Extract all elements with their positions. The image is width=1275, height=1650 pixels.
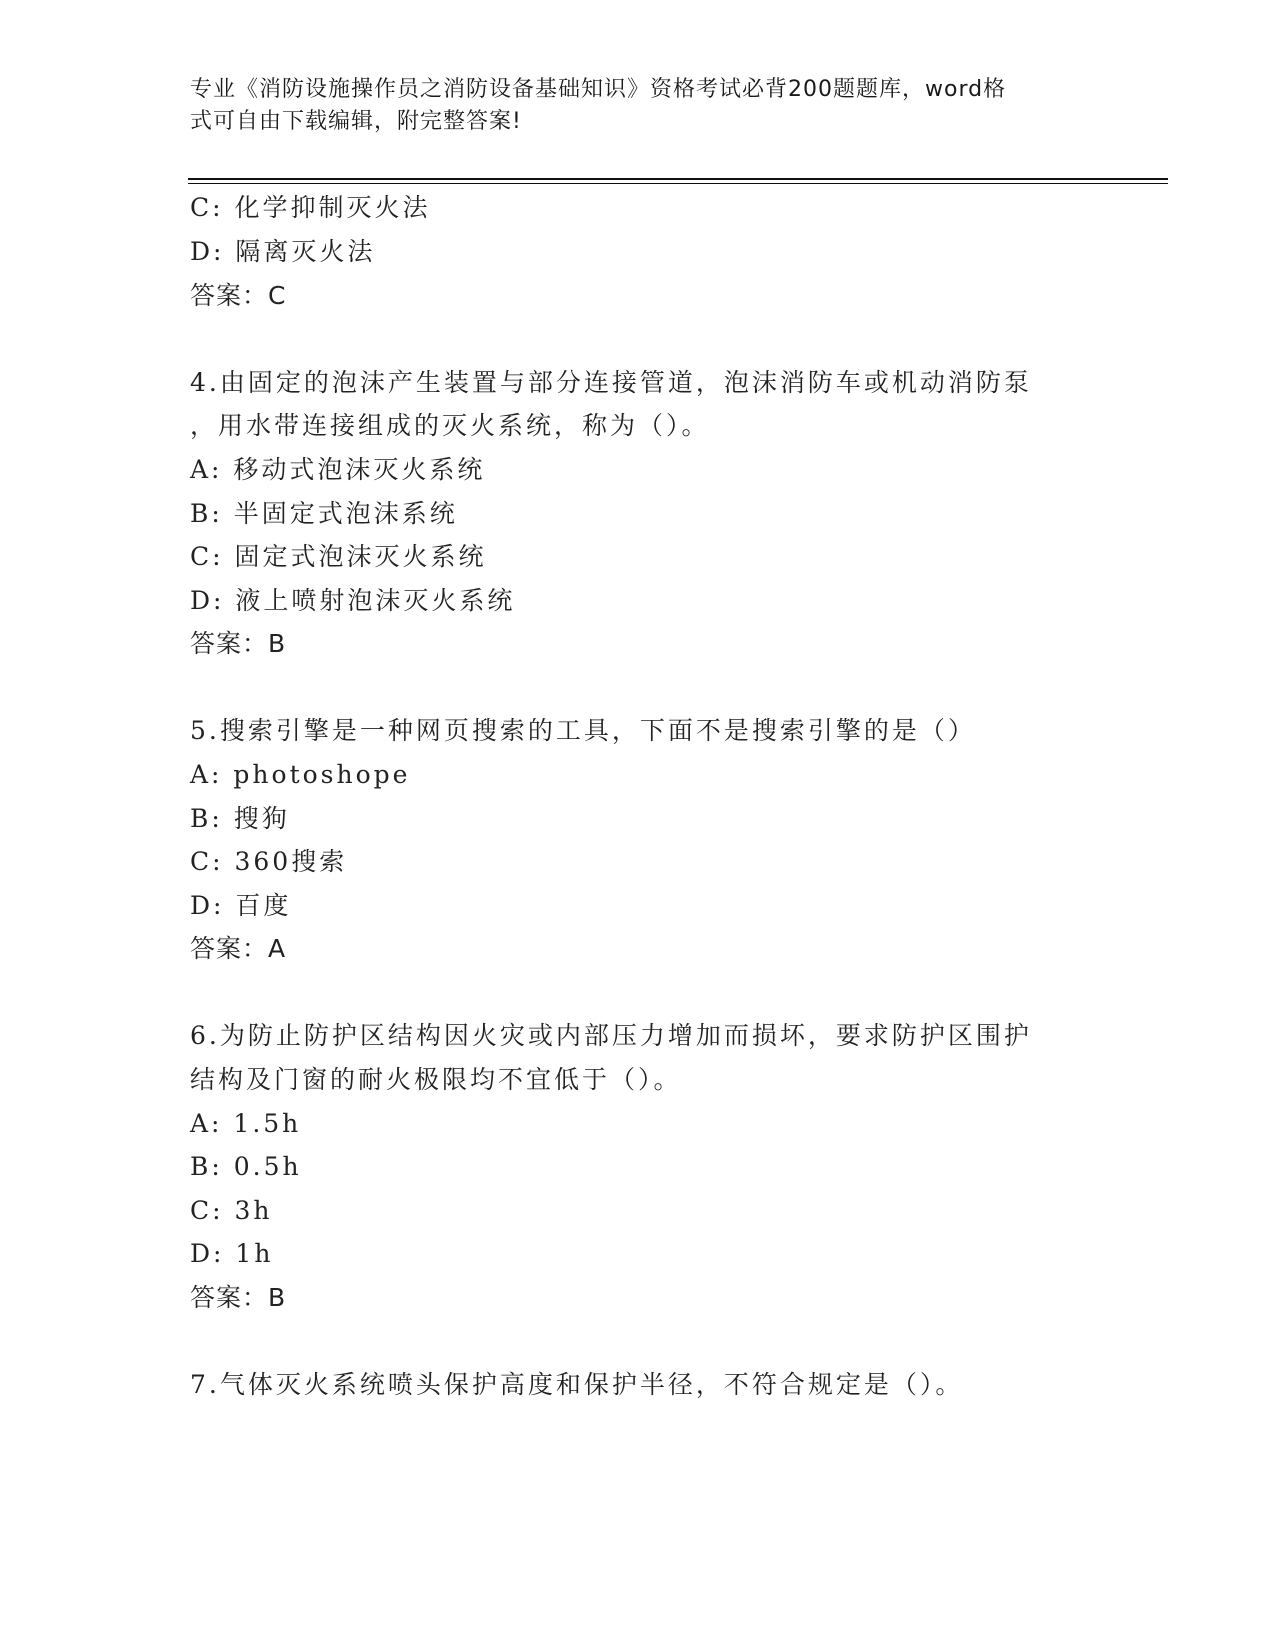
q6-option-d: D: 1h <box>190 1239 274 1268</box>
header-rule-thin <box>188 183 1168 184</box>
q4-stem-line-2: ，用水带连接组成的灭火系统，称为（）。 <box>190 411 710 440</box>
q6-answer: 答案：B <box>190 1283 287 1312</box>
q4-option-c: C: 固定式泡沫灭火系统 <box>190 542 487 571</box>
q4-option-a: A: 移动式泡沫灭火系统 <box>190 455 486 484</box>
q6-stem-line-1: 6.为防止防护区结构因火灾或内部压力增加而损坏，要求防护区围护 <box>190 1021 1032 1050</box>
q3-option-d: D: 隔离灭火法 <box>190 237 376 266</box>
q5-answer: 答案：A <box>190 934 287 963</box>
q4-option-b: B: 半固定式泡沫系统 <box>190 499 458 528</box>
q6-stem-line-2: 结构及门窗的耐火极限均不宜低于（）。 <box>190 1065 682 1094</box>
q6-option-a: A: 1.5h <box>190 1109 302 1138</box>
q7-stem: 7.气体灭火系统喷头保护高度和保护半径，不符合规定是（）。 <box>190 1370 964 1399</box>
q5-stem: 5.搜索引擎是一种网页搜索的工具，下面不是搜索引擎的是（） <box>190 716 976 745</box>
q6-option-b: B: 0.5h <box>190 1152 302 1181</box>
q3-option-c: C: 化学抑制灭火法 <box>190 193 431 222</box>
header-line-1: 专业《消防设施操作员之消防设备基础知识》资格考试必背200题题库，word格 <box>190 77 1007 102</box>
document-header <box>190 74 1070 138</box>
q5-option-d: D: 百度 <box>190 891 292 920</box>
q5-option-c: C: 360搜索 <box>190 847 348 876</box>
q5-option-a: A: photoshope <box>190 760 411 789</box>
q5-option-b: B: 搜狗 <box>190 804 290 833</box>
q4-answer: 答案：B <box>190 629 287 658</box>
q4-option-d: D: 液上喷射泡沫灭火系统 <box>190 586 516 615</box>
q3-answer: 答案：C <box>190 281 287 310</box>
q4-stem-line-1: 4.由固定的泡沫产生装置与部分连接管道，泡沫消防车或机动消防泵 <box>190 368 1032 397</box>
header-rule-thick <box>188 178 1168 180</box>
header-line-2: 式可自由下载编辑，附完整答案! <box>190 109 522 134</box>
q6-option-c: C: 3h <box>190 1196 273 1225</box>
